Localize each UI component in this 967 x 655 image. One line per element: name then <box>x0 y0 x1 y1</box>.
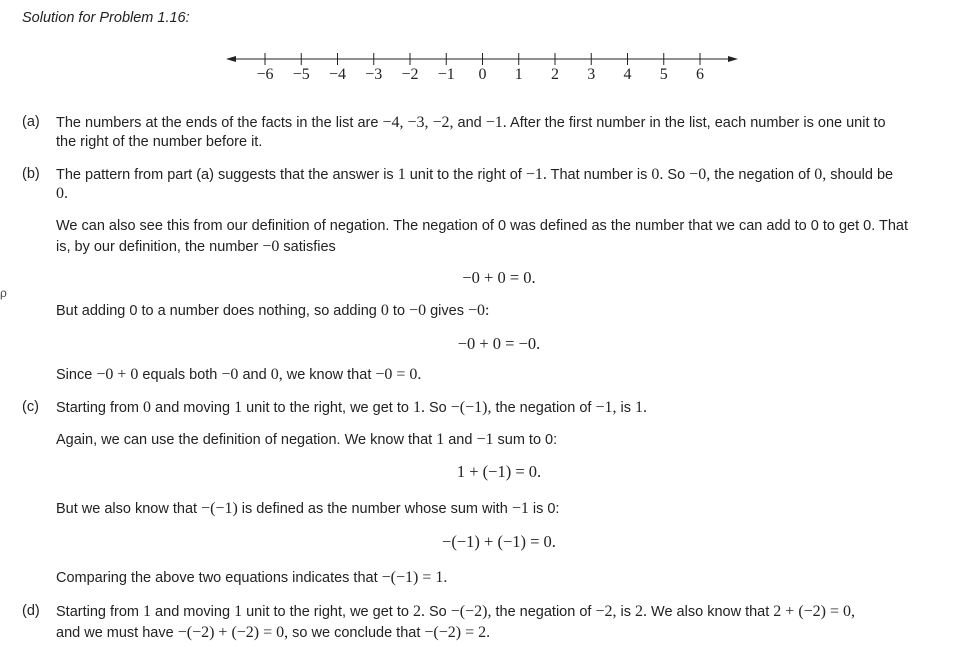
number-line-label: 5 <box>659 66 668 83</box>
equation-c2: −(−1) + (−1) = 0. <box>442 532 556 551</box>
number-line-label: 1 <box>514 66 523 83</box>
part-d-label: (d) <box>22 603 40 619</box>
number-line-label: −2 <box>401 66 419 83</box>
part-c-label: (c) <box>22 399 39 415</box>
part-c-line4: Comparing the above two equations indicates that −(−1) = 1. <box>56 569 448 586</box>
part-a-line2: the right of the number before it. <box>56 134 263 150</box>
page-title: Solution for Problem 1.16: <box>22 10 190 26</box>
part-d-line2: and we must have −(−2) + (−2) = 0, so we conclude that −(−2) = 2. <box>56 624 491 641</box>
part-b-para3: But adding 0 to a number does nothing, so adding 0 to −0 gives −0: <box>56 302 490 319</box>
part-b-line1: The pattern from part (a) suggests that the answer is 1 unit to the right of −1. That number is 0. So −0, the negation of 0, should be <box>56 166 894 183</box>
part-c-line2: Again, we can use the definition of negation. We know that 1 and −1 sum to 0: <box>56 431 558 448</box>
part-b-label: (b) <box>22 166 40 182</box>
number-line-label: −6 <box>256 66 274 83</box>
number-line-label: −1 <box>437 66 455 83</box>
part-c-line1: Starting from 0 and moving 1 unit to the right, we get to 1. So −(−1), the negation of −1, is 1. <box>56 399 648 416</box>
number-line-label: 6 <box>696 66 704 83</box>
left-arrow-icon <box>226 56 236 62</box>
part-b-line2: 0. <box>56 185 68 202</box>
equation-c1: 1 + (−1) = 0. <box>456 462 542 481</box>
equation-b2: −0 + 0 = −0. <box>457 334 541 353</box>
margin-mark: ρ <box>0 286 7 300</box>
part-d-line1: Starting from 1 and moving 1 unit to the right, we get to 2. So −(−2), the negation of −2, is 2. We also know that 2 + (−2) = 0, <box>56 603 856 620</box>
part-b-para4: Since −0 + 0 equals both −0 and 0, we know that −0 = 0. <box>56 366 422 383</box>
number-line-label: −3 <box>365 66 383 83</box>
number-line-label: 2 <box>551 66 559 83</box>
equation-b1: −0 + 0 = 0. <box>462 268 536 287</box>
number-line-label: 3 <box>587 66 596 83</box>
number-line-label: 0 <box>478 66 487 83</box>
number-line-label: −4 <box>328 66 347 83</box>
part-b-para2-line2: is, by our definition, the number −0 satisfies <box>56 238 336 255</box>
part-a-label: (a) <box>22 114 40 130</box>
part-c-line3: But we also know that −(−1) is defined as the number whose sum with −1 is 0: <box>56 500 560 517</box>
number-line-label: −5 <box>292 66 310 83</box>
part-b-para2-line1: We can also see this from our definition of negation. The negation of 0 was defined as the number that we can add to 0 to get 0. That <box>56 218 909 234</box>
number-line-label: 4 <box>623 66 632 83</box>
part-a-line1: The numbers at the ends of the facts in the list are −4, −3, −2, and −1. After the first number in the list, each number is one unit to <box>56 114 886 131</box>
right-arrow-icon <box>728 56 738 62</box>
number-line <box>0 0 967 90</box>
